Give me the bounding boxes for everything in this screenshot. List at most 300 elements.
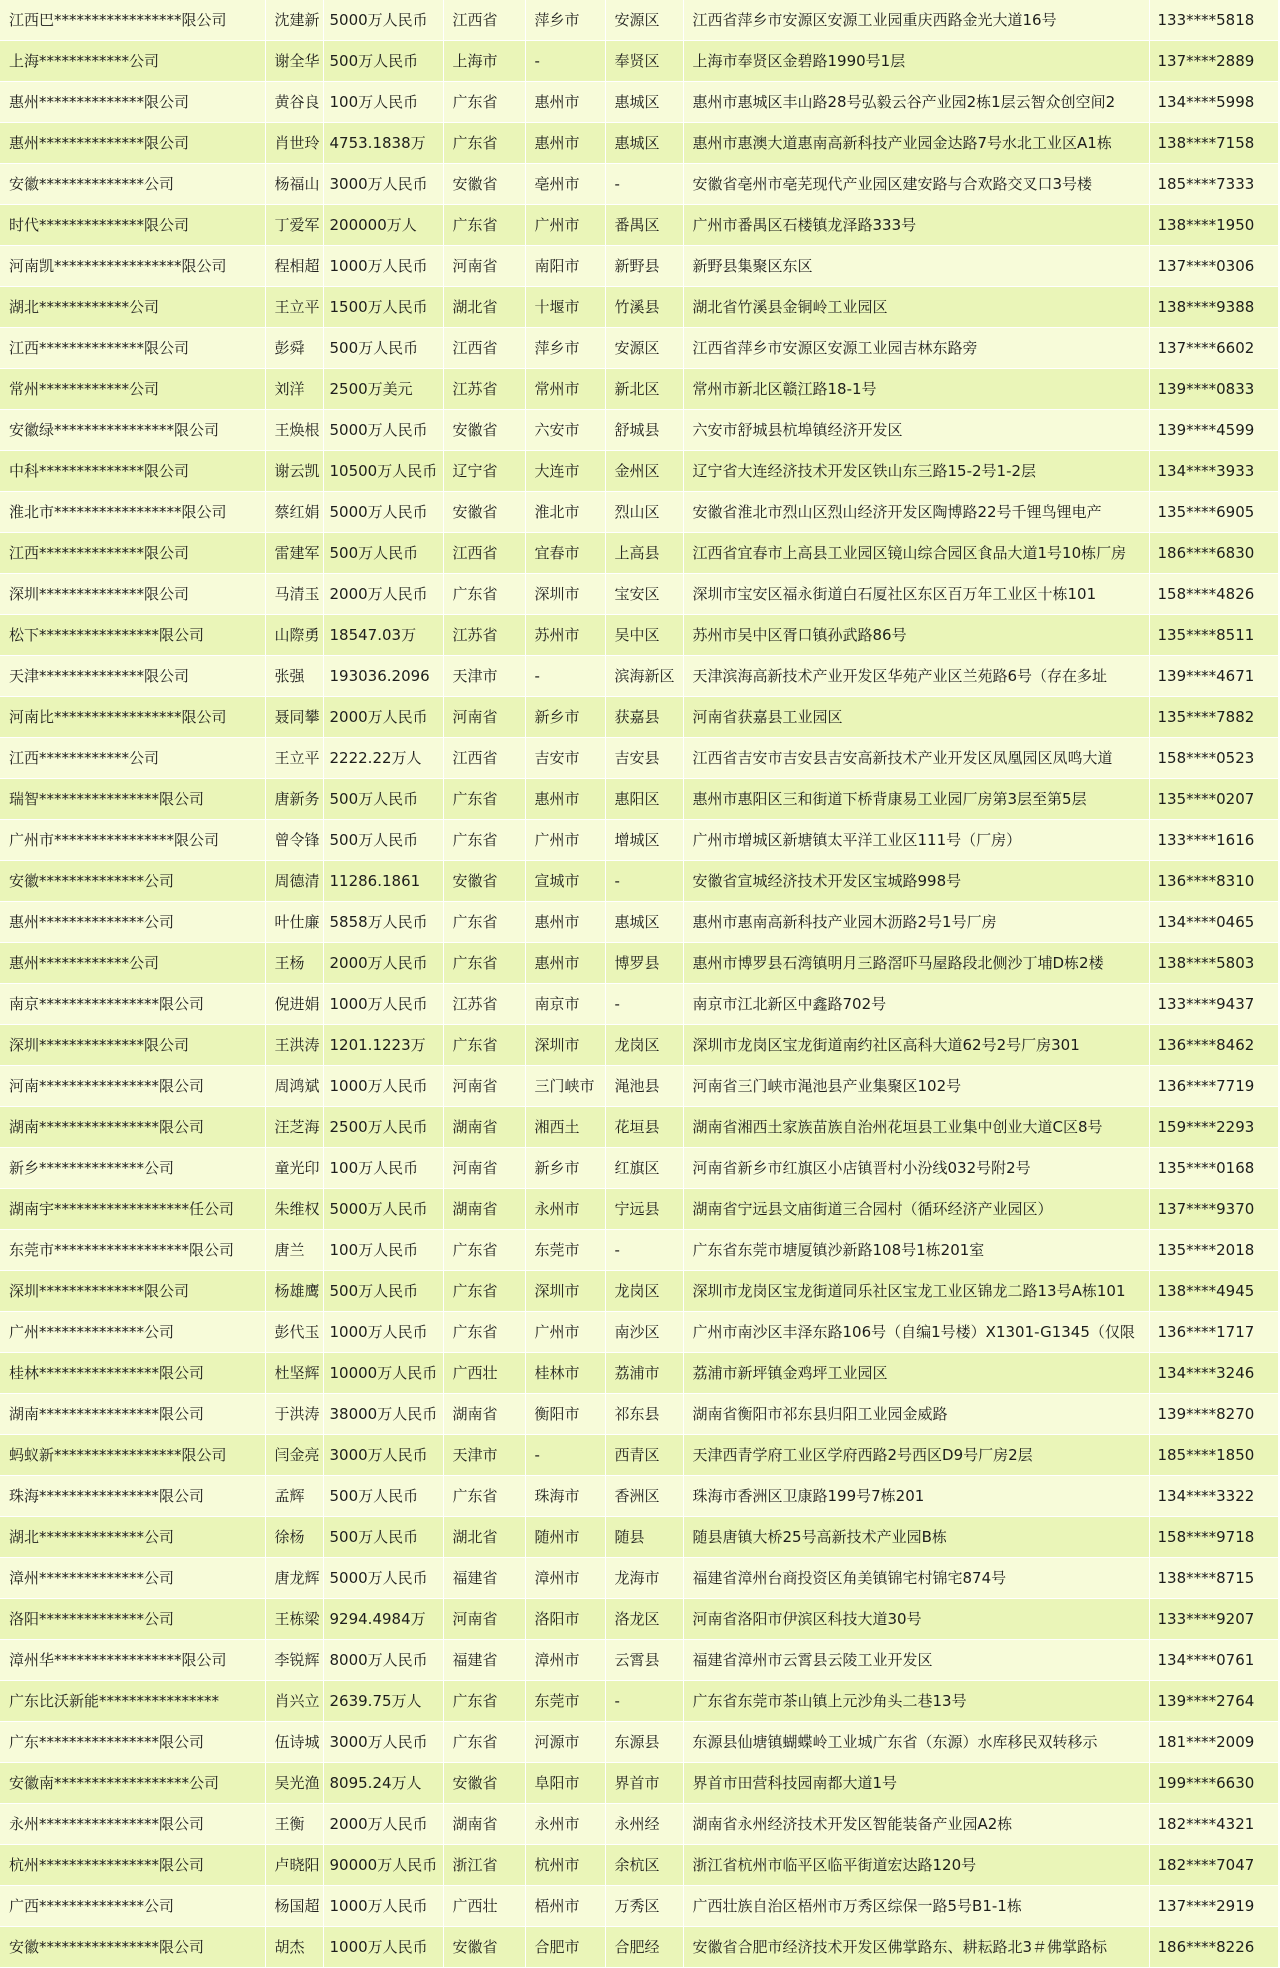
legal-representative-cell: 马清玉 [265, 574, 323, 615]
district-cell: 龙岗区 [605, 1025, 683, 1066]
legal-representative-cell: 王栋梁 [265, 1599, 323, 1640]
table-row [0, 246, 1278, 287]
province-cell: 河南省 [443, 1148, 525, 1189]
registered-capital-cell: 3000万人民币 [323, 164, 443, 205]
district-cell: 万秀区 [605, 1886, 683, 1927]
address-cell: 河南省洛阳市伊滨区科技大道30号 [683, 1599, 1149, 1640]
company-name-cell: 江西巴*****************限公司 [0, 0, 265, 41]
registered-capital-cell: 1000万人民币 [323, 1886, 443, 1927]
table-row [0, 1845, 1278, 1886]
table-row [0, 1640, 1278, 1681]
phone-cell: 135****0168 [1149, 1148, 1278, 1189]
address-cell: 广州市南沙区丰泽东路106号（自编1号楼）X1301-G1345（仅限 [683, 1312, 1149, 1353]
legal-representative-cell: 杨国超 [265, 1886, 323, 1927]
company-name-cell: 东莞市******************限公司 [0, 1230, 265, 1271]
address-cell: 湖南省衡阳市祁东县归阳工业园金威路 [683, 1394, 1149, 1435]
address-cell: 安徽省合肥市经济技术开发区佛掌路东、耕耘路北3＃佛掌路标 [683, 1927, 1149, 1968]
company-name-cell: 深圳**************限公司 [0, 574, 265, 615]
phone-cell: 134****5998 [1149, 82, 1278, 123]
table-row [0, 820, 1278, 861]
registered-capital-cell: 1000万人民币 [323, 1066, 443, 1107]
registered-capital-cell: 500万人民币 [323, 1476, 443, 1517]
company-name-cell: 杭州****************限公司 [0, 1845, 265, 1886]
company-name-cell: 漳州**************公司 [0, 1558, 265, 1599]
company-name-cell: 湖北************公司 [0, 287, 265, 328]
registered-capital-cell: 2000万人民币 [323, 574, 443, 615]
city-cell: 深圳市 [525, 1025, 605, 1066]
province-cell: 广东省 [443, 1681, 525, 1722]
province-cell: 安徽省 [443, 1763, 525, 1804]
address-cell: 界首市田营科技园南都大道1号 [683, 1763, 1149, 1804]
province-cell: 安徽省 [443, 1927, 525, 1968]
address-cell: 南京市江北新区中鑫路702号 [683, 984, 1149, 1025]
registered-capital-cell: 500万人民币 [323, 820, 443, 861]
city-cell: 惠州市 [525, 943, 605, 984]
city-cell: 河源市 [525, 1722, 605, 1763]
address-cell: 安徽省淮北市烈山区烈山经济开发区陶博路22号千锂鸟锂电产 [683, 492, 1149, 533]
table-row [0, 123, 1278, 164]
district-cell: 祁东县 [605, 1394, 683, 1435]
district-cell: 荔浦市 [605, 1353, 683, 1394]
province-cell: 江苏省 [443, 615, 525, 656]
address-cell: 深圳市宝安区福永街道白石厦社区东区百万年工业区十栋101 [683, 574, 1149, 615]
table-row [0, 1886, 1278, 1927]
district-cell: 花垣县 [605, 1107, 683, 1148]
legal-representative-cell: 彭代玉 [265, 1312, 323, 1353]
address-cell: 湖北省竹溪县金铜岭工业园区 [683, 287, 1149, 328]
phone-cell: 133****5818 [1149, 0, 1278, 41]
province-cell: 湖南省 [443, 1804, 525, 1845]
phone-cell: 158****0523 [1149, 738, 1278, 779]
registered-capital-cell: 200000万人 [323, 205, 443, 246]
address-cell: 荔浦市新坪镇金鸡坪工业园区 [683, 1353, 1149, 1394]
phone-cell: 133****1616 [1149, 820, 1278, 861]
company-name-cell: 常州************公司 [0, 369, 265, 410]
province-cell: 安徽省 [443, 410, 525, 451]
table-row [0, 369, 1278, 410]
district-cell: - [605, 164, 683, 205]
company-name-cell: 广东比沃新能**************** [0, 1681, 265, 1722]
province-cell: 河南省 [443, 1066, 525, 1107]
table-row [0, 1394, 1278, 1435]
address-cell: 惠州市惠南高新科技产业园木沥路2号1号厂房 [683, 902, 1149, 943]
registered-capital-cell: 8000万人民币 [323, 1640, 443, 1681]
district-cell: 奉贤区 [605, 41, 683, 82]
province-cell: 福建省 [443, 1558, 525, 1599]
city-cell: 南阳市 [525, 246, 605, 287]
legal-representative-cell: 王杨 [265, 943, 323, 984]
address-cell: 惠州市博罗县石湾镇明月三路滘吓马屋路段北侧沙丁埔D栋2楼 [683, 943, 1149, 984]
phone-cell: 133****9207 [1149, 1599, 1278, 1640]
address-cell: 惠州市惠城区丰山路28号弘毅云谷产业园2栋1层云智众创空间2 [683, 82, 1149, 123]
registered-capital-cell: 2000万人民币 [323, 1804, 443, 1845]
address-cell: 江西省萍乡市安源区安源工业园吉林东路旁 [683, 328, 1149, 369]
district-cell: 龙海市 [605, 1558, 683, 1599]
table-row [0, 1558, 1278, 1599]
province-cell: 浙江省 [443, 1845, 525, 1886]
province-cell: 广东省 [443, 574, 525, 615]
address-cell: 随县唐镇大桥25号高新技术产业园B栋 [683, 1517, 1149, 1558]
table-row [0, 1025, 1278, 1066]
district-cell: 获嘉县 [605, 697, 683, 738]
registered-capital-cell: 500万人民币 [323, 779, 443, 820]
company-name-cell: 南京****************限公司 [0, 984, 265, 1025]
district-cell: 合肥经 [605, 1927, 683, 1968]
registered-capital-cell: 18547.03万 [323, 615, 443, 656]
registered-capital-cell: 500万人民币 [323, 533, 443, 574]
province-cell: 广东省 [443, 779, 525, 820]
table-row [0, 1681, 1278, 1722]
table-row [0, 1476, 1278, 1517]
table-row [0, 0, 1278, 41]
city-cell: 洛阳市 [525, 1599, 605, 1640]
address-cell: 天津西青学府工业区学府西路2号西区D9号厂房2层 [683, 1435, 1149, 1476]
legal-representative-cell: 彭舜 [265, 328, 323, 369]
phone-cell: 136****1717 [1149, 1312, 1278, 1353]
phone-cell: 139****0833 [1149, 369, 1278, 410]
legal-representative-cell: 山際勇 [265, 615, 323, 656]
address-cell: 河南省三门峡市渑池县产业集聚区102号 [683, 1066, 1149, 1107]
address-cell: 安徽省宣城经济技术开发区宝城路998号 [683, 861, 1149, 902]
district-cell: 新野县 [605, 246, 683, 287]
province-cell: 上海市 [443, 41, 525, 82]
phone-cell: 185****7333 [1149, 164, 1278, 205]
district-cell: 烈山区 [605, 492, 683, 533]
legal-representative-cell: 唐新务 [265, 779, 323, 820]
city-cell: 漳州市 [525, 1640, 605, 1681]
company-name-cell: 永州****************限公司 [0, 1804, 265, 1845]
address-cell: 江西省宜春市上高县工业园区镜山综合园区食品大道1号10栋厂房 [683, 533, 1149, 574]
city-cell: 十堰市 [525, 287, 605, 328]
table-row [0, 1804, 1278, 1845]
legal-representative-cell: 蔡红娟 [265, 492, 323, 533]
legal-representative-cell: 童光印 [265, 1148, 323, 1189]
province-cell: 江西省 [443, 0, 525, 41]
district-cell: 滨海新区 [605, 656, 683, 697]
phone-cell: 158****9718 [1149, 1517, 1278, 1558]
registered-capital-cell: 5000万人民币 [323, 1189, 443, 1230]
city-cell: 随州市 [525, 1517, 605, 1558]
company-name-cell: 深圳**************限公司 [0, 1025, 265, 1066]
district-cell: 吴中区 [605, 615, 683, 656]
province-cell: 广东省 [443, 1271, 525, 1312]
city-cell: - [525, 1435, 605, 1476]
district-cell: 香洲区 [605, 1476, 683, 1517]
address-cell: 深圳市龙岗区宝龙街道同乐社区宝龙工业区锦龙二路13号A栋101 [683, 1271, 1149, 1312]
city-cell: 东莞市 [525, 1681, 605, 1722]
table-row [0, 1271, 1278, 1312]
address-cell: 常州市新北区赣江路18-1号 [683, 369, 1149, 410]
table-row [0, 1599, 1278, 1640]
table-row [0, 1763, 1278, 1804]
table-row [0, 984, 1278, 1025]
registered-capital-cell: 2000万人民币 [323, 697, 443, 738]
company-name-cell: 时代**************限公司 [0, 205, 265, 246]
city-cell: 深圳市 [525, 1271, 605, 1312]
city-cell: 广州市 [525, 205, 605, 246]
company-name-cell: 安徽****************限公司 [0, 1927, 265, 1968]
table-row [0, 451, 1278, 492]
table-row [0, 328, 1278, 369]
province-cell: 广西壮 [443, 1353, 525, 1394]
phone-cell: 138****1950 [1149, 205, 1278, 246]
city-cell: 大连市 [525, 451, 605, 492]
company-name-cell: 广西**************公司 [0, 1886, 265, 1927]
legal-representative-cell: 杨雄鹰 [265, 1271, 323, 1312]
phone-cell: 138****9388 [1149, 287, 1278, 328]
registered-capital-cell: 2639.75万人 [323, 1681, 443, 1722]
legal-representative-cell: 肖世玲 [265, 123, 323, 164]
address-cell: 河南省获嘉县工业园区 [683, 697, 1149, 738]
city-cell: 永州市 [525, 1189, 605, 1230]
district-cell: - [605, 984, 683, 1025]
district-cell: 渑池县 [605, 1066, 683, 1107]
legal-representative-cell: 雷建军 [265, 533, 323, 574]
legal-representative-cell: 杜坚辉 [265, 1353, 323, 1394]
province-cell: 广东省 [443, 123, 525, 164]
district-cell: 永州经 [605, 1804, 683, 1845]
phone-cell: 135****8511 [1149, 615, 1278, 656]
district-cell: 增城区 [605, 820, 683, 861]
registered-capital-cell: 193036.2096 [323, 656, 443, 697]
phone-cell: 139****8270 [1149, 1394, 1278, 1435]
city-cell: 萍乡市 [525, 328, 605, 369]
province-cell: 广东省 [443, 82, 525, 123]
province-cell: 广东省 [443, 1722, 525, 1763]
district-cell: 吉安县 [605, 738, 683, 779]
legal-representative-cell: 唐兰 [265, 1230, 323, 1271]
district-cell: - [605, 861, 683, 902]
company-name-cell: 惠州**************限公司 [0, 123, 265, 164]
registered-capital-cell: 2222.22万人 [323, 738, 443, 779]
city-cell: 东莞市 [525, 1230, 605, 1271]
phone-cell: 133****9437 [1149, 984, 1278, 1025]
legal-representative-cell: 唐龙辉 [265, 1558, 323, 1599]
district-cell: 宝安区 [605, 574, 683, 615]
phone-cell: 136****7719 [1149, 1066, 1278, 1107]
table-row [0, 287, 1278, 328]
legal-representative-cell: 沈建新 [265, 0, 323, 41]
province-cell: 广东省 [443, 902, 525, 943]
province-cell: 安徽省 [443, 861, 525, 902]
company-name-cell: 江西**************限公司 [0, 533, 265, 574]
phone-cell: 139****4671 [1149, 656, 1278, 697]
phone-cell: 138****7158 [1149, 123, 1278, 164]
legal-representative-cell: 谢全华 [265, 41, 323, 82]
legal-representative-cell: 黄谷良 [265, 82, 323, 123]
registered-capital-cell: 90000万人民币 [323, 1845, 443, 1886]
city-cell: 桂林市 [525, 1353, 605, 1394]
district-cell: 宁远县 [605, 1189, 683, 1230]
address-cell: 东源县仙塘镇蝴蝶岭工业城广东省（东源）水库移民双转移示 [683, 1722, 1149, 1763]
legal-representative-cell: 吴光渔 [265, 1763, 323, 1804]
registered-capital-cell: 1000万人民币 [323, 246, 443, 287]
province-cell: 广东省 [443, 205, 525, 246]
phone-cell: 199****6630 [1149, 1763, 1278, 1804]
phone-cell: 137****2889 [1149, 41, 1278, 82]
legal-representative-cell: 孟辉 [265, 1476, 323, 1517]
legal-representative-cell: 丁爱军 [265, 205, 323, 246]
legal-representative-cell: 谢云凯 [265, 451, 323, 492]
province-cell: 安徽省 [443, 164, 525, 205]
city-cell: 宣城市 [525, 861, 605, 902]
legal-representative-cell: 刘洋 [265, 369, 323, 410]
address-cell: 惠州市惠澳大道惠南高新科技产业园金达路7号水北工业区A1栋 [683, 123, 1149, 164]
table-row [0, 943, 1278, 984]
phone-cell: 135****0207 [1149, 779, 1278, 820]
legal-representative-cell: 胡杰 [265, 1927, 323, 1968]
company-name-cell: 广东****************限公司 [0, 1722, 265, 1763]
district-cell: 金州区 [605, 451, 683, 492]
registered-capital-cell: 100万人民币 [323, 1230, 443, 1271]
legal-representative-cell: 程相超 [265, 246, 323, 287]
company-name-cell: 上海************公司 [0, 41, 265, 82]
registered-capital-cell: 2000万人民币 [323, 943, 443, 984]
registered-capital-cell: 100万人民币 [323, 82, 443, 123]
phone-cell: 186****8226 [1149, 1927, 1278, 1968]
city-cell: 三门峡市 [525, 1066, 605, 1107]
registered-capital-cell: 38000万人民币 [323, 1394, 443, 1435]
company-name-cell: 安徽**************公司 [0, 164, 265, 205]
district-cell: - [605, 1681, 683, 1722]
registered-capital-cell: 1000万人民币 [323, 1927, 443, 1968]
phone-cell: 182****7047 [1149, 1845, 1278, 1886]
registered-capital-cell: 500万人民币 [323, 41, 443, 82]
legal-representative-cell: 王洪涛 [265, 1025, 323, 1066]
legal-representative-cell: 于洪涛 [265, 1394, 323, 1435]
city-cell: 广州市 [525, 1312, 605, 1353]
district-cell: 惠城区 [605, 123, 683, 164]
phone-cell: 137****2919 [1149, 1886, 1278, 1927]
legal-representative-cell: 王立平 [265, 287, 323, 328]
registered-capital-cell: 3000万人民币 [323, 1722, 443, 1763]
table-row [0, 615, 1278, 656]
district-cell: 东源县 [605, 1722, 683, 1763]
phone-cell: 134****3322 [1149, 1476, 1278, 1517]
company-name-cell: 漳州华*****************限公司 [0, 1640, 265, 1681]
company-name-cell: 河南比*****************限公司 [0, 697, 265, 738]
phone-cell: 139****4599 [1149, 410, 1278, 451]
company-name-cell: 松下****************限公司 [0, 615, 265, 656]
legal-representative-cell: 伍诗城 [265, 1722, 323, 1763]
legal-representative-cell: 周德清 [265, 861, 323, 902]
phone-cell: 135****7882 [1149, 697, 1278, 738]
city-cell: 苏州市 [525, 615, 605, 656]
registered-capital-cell: 5000万人民币 [323, 1558, 443, 1599]
city-cell: 萍乡市 [525, 0, 605, 41]
company-name-cell: 广州市****************限公司 [0, 820, 265, 861]
province-cell: 湖南省 [443, 1189, 525, 1230]
province-cell: 河南省 [443, 697, 525, 738]
table-row [0, 1435, 1278, 1476]
phone-cell: 134****3246 [1149, 1353, 1278, 1394]
address-cell: 辽宁省大连经济技术开发区铁山东三路15-2号1-2层 [683, 451, 1149, 492]
company-name-cell: 淮北市*****************限公司 [0, 492, 265, 533]
phone-cell: 134****0761 [1149, 1640, 1278, 1681]
district-cell: 竹溪县 [605, 287, 683, 328]
district-cell: 余杭区 [605, 1845, 683, 1886]
company-name-cell: 湖南****************限公司 [0, 1394, 265, 1435]
company-name-cell: 湖南****************限公司 [0, 1107, 265, 1148]
registered-capital-cell: 2500万美元 [323, 369, 443, 410]
phone-cell: 137****6602 [1149, 328, 1278, 369]
city-cell: 深圳市 [525, 574, 605, 615]
city-cell: 亳州市 [525, 164, 605, 205]
city-cell: 常州市 [525, 369, 605, 410]
province-cell: 广东省 [443, 1025, 525, 1066]
district-cell: 云霄县 [605, 1640, 683, 1681]
city-cell: 合肥市 [525, 1927, 605, 1968]
legal-representative-cell: 叶仕廉 [265, 902, 323, 943]
table-row [0, 1722, 1278, 1763]
table-row [0, 1107, 1278, 1148]
company-name-cell: 江西**************限公司 [0, 328, 265, 369]
city-cell: 阜阳市 [525, 1763, 605, 1804]
registered-capital-cell: 4753.1838万 [323, 123, 443, 164]
company-name-cell: 天津**************限公司 [0, 656, 265, 697]
phone-cell: 134****0465 [1149, 902, 1278, 943]
company-name-cell: 珠海****************限公司 [0, 1476, 265, 1517]
province-cell: 湖南省 [443, 1107, 525, 1148]
district-cell: 舒城县 [605, 410, 683, 451]
district-cell: 界首市 [605, 1763, 683, 1804]
phone-cell: 158****4826 [1149, 574, 1278, 615]
city-cell: 南京市 [525, 984, 605, 1025]
registered-capital-cell: 9294.4984万 [323, 1599, 443, 1640]
legal-representative-cell: 肖兴立 [265, 1681, 323, 1722]
table-row [0, 410, 1278, 451]
district-cell: 安源区 [605, 328, 683, 369]
city-cell: 淮北市 [525, 492, 605, 533]
registered-capital-cell: 1201.1223万 [323, 1025, 443, 1066]
company-name-cell: 惠州************公司 [0, 943, 265, 984]
district-cell: 随县 [605, 1517, 683, 1558]
company-name-cell: 中科**************限公司 [0, 451, 265, 492]
company-name-cell: 安徽绿****************限公司 [0, 410, 265, 451]
phone-cell: 138****8715 [1149, 1558, 1278, 1599]
province-cell: 广东省 [443, 1476, 525, 1517]
table-row [0, 574, 1278, 615]
phone-cell: 159****2293 [1149, 1107, 1278, 1148]
table-row [0, 164, 1278, 205]
province-cell: 河南省 [443, 1599, 525, 1640]
phone-cell: 138****5803 [1149, 943, 1278, 984]
city-cell: - [525, 41, 605, 82]
province-cell: 广西壮 [443, 1886, 525, 1927]
table-row [0, 1230, 1278, 1271]
city-cell: 梧州市 [525, 1886, 605, 1927]
city-cell: 惠州市 [525, 902, 605, 943]
table-row [0, 738, 1278, 779]
city-cell: 漳州市 [525, 1558, 605, 1599]
phone-cell: 181****2009 [1149, 1722, 1278, 1763]
legal-representative-cell: 周鸿斌 [265, 1066, 323, 1107]
registered-capital-cell: 1000万人民币 [323, 1312, 443, 1353]
province-cell: 湖南省 [443, 1394, 525, 1435]
city-cell: 湘西土 [525, 1107, 605, 1148]
phone-cell: 182****4321 [1149, 1804, 1278, 1845]
address-cell: 江西省萍乡市安源区安源工业园重庆西路金光大道16号 [683, 0, 1149, 41]
province-cell: 安徽省 [443, 492, 525, 533]
province-cell: 辽宁省 [443, 451, 525, 492]
legal-representative-cell: 汪芝海 [265, 1107, 323, 1148]
table-row [0, 1353, 1278, 1394]
legal-representative-cell: 聂同攀 [265, 697, 323, 738]
province-cell: 广东省 [443, 943, 525, 984]
address-cell: 广东省东莞市塘厦镇沙新路108号1栋201室 [683, 1230, 1149, 1271]
address-cell: 江西省吉安市吉安县吉安高新技术产业开发区凤凰园区凤鸣大道 [683, 738, 1149, 779]
district-cell: 西青区 [605, 1435, 683, 1476]
